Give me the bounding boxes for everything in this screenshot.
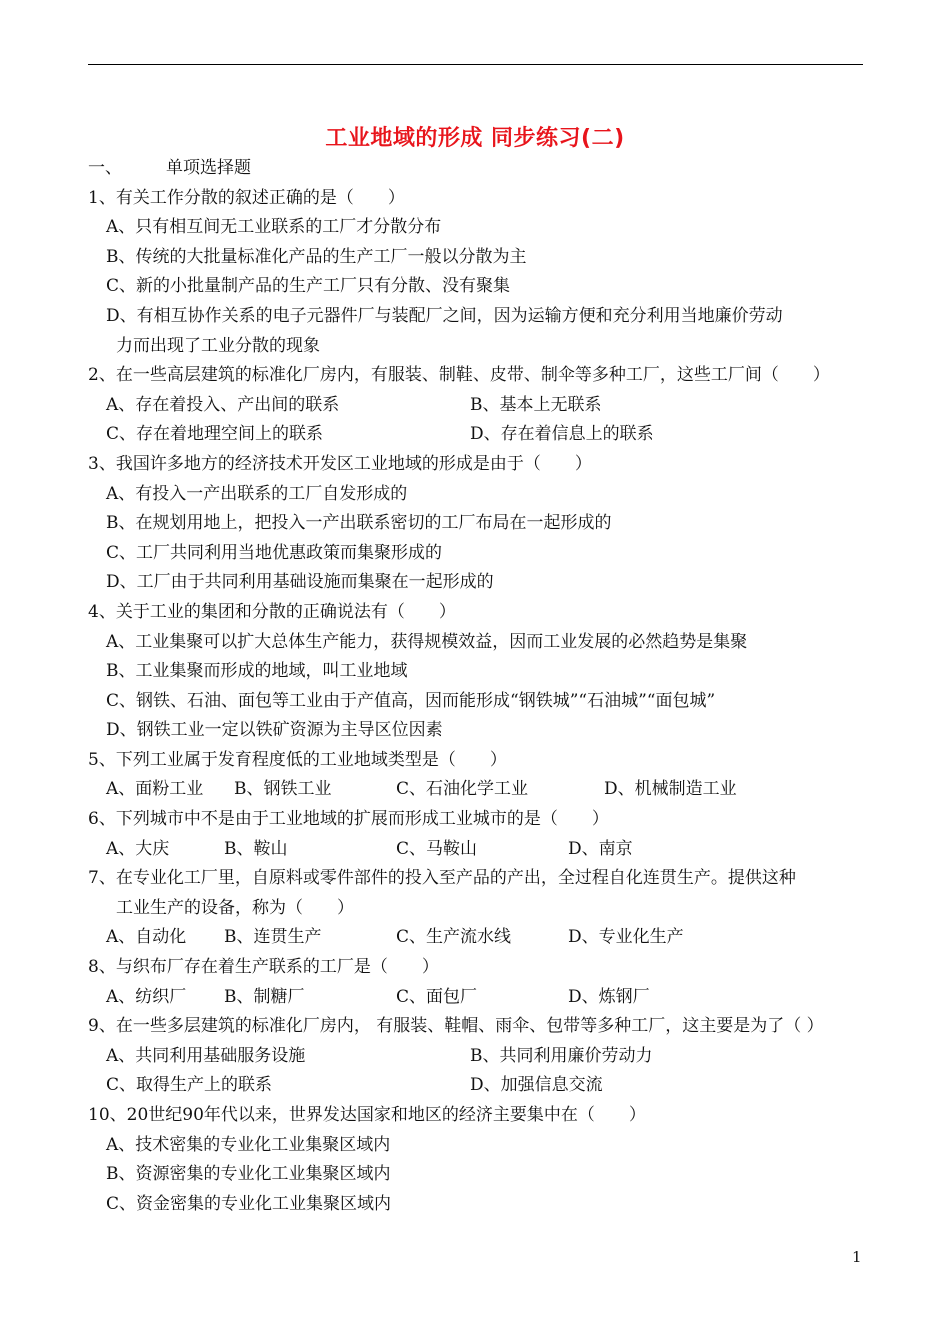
option: B、连贯生产 [224, 927, 322, 948]
option-row [88, 391, 878, 421]
option: D、南京 [568, 838, 633, 859]
option: C、存在着地理空间上的联系 [106, 424, 324, 445]
option: C、马鞍山 [396, 838, 478, 859]
option: C、取得生产上的联系 [106, 1075, 273, 1096]
option: D、机械制造工业 [604, 779, 737, 800]
option: A、纺织厂 [106, 986, 187, 1007]
question-stem: 1、有关工作分散的叙述正确的是（ ） [88, 187, 405, 208]
option: B、传统的大批量标准化产品的生产工厂一般以分散为主 [106, 246, 527, 267]
option: C、石油化学工业 [396, 779, 529, 800]
option: D、加强信息交流 [470, 1075, 603, 1096]
option-row [88, 983, 878, 1013]
option: B、钢铁工业 [234, 779, 332, 800]
option: B、基本上无联系 [470, 394, 602, 415]
option: C、资金密集的专业化工业集聚区域内 [106, 1193, 392, 1214]
option: B、鞍山 [224, 838, 288, 859]
option: A、存在着投入、产出间的联系 [106, 394, 340, 415]
option: A、大庆 [106, 838, 170, 859]
question-stem: 10、20世纪90年代以来，世界发达国家和地区的经济主要集中在（ ） [88, 1105, 646, 1125]
question-stem: 4、关于工业的集团和分散的正确说法有（ ） [88, 601, 456, 622]
option: D、存在着信息上的联系 [470, 424, 654, 445]
section-number: 一、 [88, 158, 122, 178]
section-heading [88, 154, 878, 184]
top-rule [88, 64, 863, 65]
option: A、工业集聚可以扩大总体生产能力，获得规模效益，因而工业发展的必然趋势是集聚 [106, 631, 748, 652]
question-stem: 9、在一些多层建筑的标准化厂房内， 有服装、鞋帽、雨伞、包带等多种工厂，这主要是为了（ ） [88, 1016, 824, 1037]
option: B、制糖厂 [224, 986, 305, 1007]
option: D、专业化生产 [568, 927, 684, 948]
option-row [88, 775, 878, 805]
option-row [88, 420, 878, 450]
page-number: 1 [852, 1248, 862, 1266]
option: D、炼钢厂 [568, 986, 650, 1007]
option: A、面粉工业 [106, 779, 204, 800]
option-continued: 力而出现了工业分散的现象 [116, 335, 320, 356]
option-row [88, 835, 878, 865]
option: D、工厂由于共同利用基础设施而集聚在一起形成的 [106, 572, 494, 593]
option: A、有投入一产出联系的工厂自发形成的 [106, 483, 408, 504]
option: A、自动化 [106, 927, 187, 948]
option: B、共同利用廉价劳动力 [470, 1045, 653, 1066]
option: C、生产流水线 [396, 927, 512, 948]
option-row [88, 1042, 878, 1072]
question-stem: 8、与织布厂存在着生产联系的工厂是（ ） [88, 957, 439, 978]
question-stem: 5、下列工业属于发育程度低的工业地域类型是（ ） [88, 749, 507, 770]
option: C、工厂共同利用当地优惠政策而集聚形成的 [106, 542, 443, 563]
question-stem-continued: 工业生产的设备，称为（ ） [116, 897, 354, 918]
option-row [88, 923, 878, 953]
option: B、工业集聚而形成的地域，叫工业地域 [106, 661, 408, 682]
option: C、钢铁、石油、面包等工业由于产值高，因而能形成“钢铁城”“石油城”“面包城” [106, 690, 716, 711]
section-label: 单项选择题 [166, 158, 251, 178]
page-title: 工业地域的形成 同步练习(二) [325, 126, 625, 151]
question-stem: 3、我国许多地方的经济技术开发区工业地域的形成是由于（ ） [88, 453, 592, 474]
question-stem: 6、下列城市中不是由于工业地域的扩展而形成工业城市的是（ ） [88, 809, 609, 830]
option: A、只有相互间无工业联系的工厂才分散分布 [106, 217, 442, 238]
option: C、新的小批量制产品的生产工厂只有分散、没有聚集 [106, 276, 511, 297]
option: A、技术密集的专业化工业集聚区域内 [106, 1134, 391, 1155]
option: B、资源密集的专业化工业集聚区域内 [106, 1164, 391, 1185]
option: D、钢铁工业一定以铁矿资源为主导区位因素 [106, 720, 443, 741]
question-list [88, 154, 878, 1219]
option: D、有相互协作关系的电子元器件厂与装配厂之间，因为运输方便和充分利用当地廉价劳动 [106, 305, 783, 326]
option: B、在规划用地上，把投入一产出联系密切的工厂布局在一起形成的 [106, 513, 612, 534]
option: A、共同利用基础服务设施 [106, 1045, 306, 1066]
question-stem: 7、在专业化工厂里，自原料或零件部件的投入至产品的产出，全过程自化连贯生产。提供这种 [88, 868, 796, 889]
question-stem: 2、在一些高层建筑的标准化厂房内，有服装、制鞋、皮带、制伞等多种工厂，这些工厂间（ ） [88, 365, 830, 386]
option: C、面包厂 [396, 986, 478, 1007]
option-row [88, 1071, 878, 1101]
